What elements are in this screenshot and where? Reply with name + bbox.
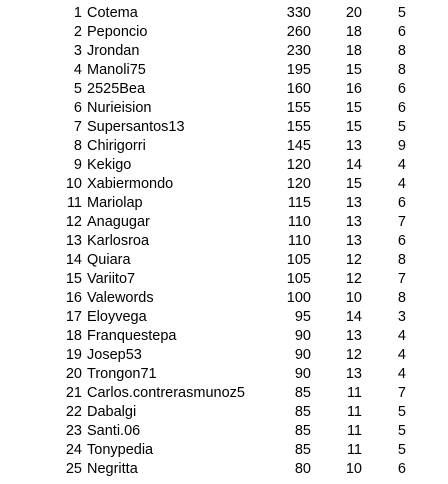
player-stat-b: 5	[397, 442, 406, 458]
player-name: Supersantos13	[87, 119, 185, 135]
ranking-row	[0, 327, 448, 346]
player-name: Valewords	[87, 290, 154, 306]
player-name: Tonypedia	[87, 442, 154, 458]
rank-position: 17	[65, 309, 82, 325]
player-name: Cotema	[87, 5, 138, 21]
player-stat-a: 20	[345, 5, 362, 21]
player-stat-a: 13	[345, 233, 362, 249]
rank-position: 6	[73, 100, 82, 116]
player-stat-b: 6	[397, 100, 406, 116]
ranking-row	[0, 384, 448, 403]
player-stat-b: 4	[397, 347, 406, 363]
player-points: 110	[287, 214, 311, 230]
player-stat-b: 6	[397, 81, 406, 97]
ranking-row	[0, 251, 448, 270]
player-points: 120	[286, 176, 311, 192]
player-points: 230	[286, 43, 311, 59]
rank-position: 7	[73, 119, 82, 135]
player-points: 110	[287, 233, 311, 249]
player-stat-a: 13	[345, 366, 362, 382]
player-points: 100	[286, 290, 311, 306]
player-stat-a: 13	[345, 195, 362, 211]
ranking-row	[0, 232, 448, 251]
player-points: 85	[294, 423, 311, 439]
player-stat-b: 7	[397, 385, 406, 401]
player-points: 195	[286, 62, 311, 78]
player-stat-b: 4	[397, 176, 406, 192]
player-stat-b: 4	[397, 328, 406, 344]
ranking-table	[0, 4, 448, 479]
player-stat-b: 8	[397, 252, 406, 268]
player-points: 155	[286, 100, 311, 116]
rank-position: 8	[73, 138, 82, 154]
ranking-row	[0, 365, 448, 384]
player-stat-a: 13	[345, 214, 362, 230]
player-name: Jrondan	[87, 43, 140, 59]
player-stat-b: 5	[397, 404, 406, 420]
rank-position: 1	[73, 5, 82, 21]
ranking-row	[0, 289, 448, 308]
player-stat-b: 4	[397, 157, 406, 173]
player-stat-a: 14	[345, 157, 362, 173]
player-stat-b: 6	[397, 195, 406, 211]
rank-position: 16	[65, 290, 82, 306]
player-stat-a: 11	[346, 385, 362, 401]
ranking-row	[0, 42, 448, 61]
player-stat-a: 13	[345, 138, 362, 154]
player-name: Carlos.contrerasmunoz5	[87, 385, 245, 401]
player-name: Variito7	[87, 271, 136, 287]
rank-position: 10	[65, 176, 82, 192]
player-stat-a: 18	[345, 43, 362, 59]
ranking-row	[0, 460, 448, 479]
player-stat-a: 11	[346, 404, 362, 420]
player-points: 80	[294, 461, 311, 477]
ranking-row	[0, 403, 448, 422]
player-stat-b: 5	[397, 423, 406, 439]
player-stat-b: 5	[397, 119, 406, 135]
player-name: Anagugar	[87, 214, 150, 230]
player-stat-a: 14	[345, 309, 362, 325]
ranking-row	[0, 61, 448, 80]
ranking-row	[0, 99, 448, 118]
player-stat-b: 6	[397, 461, 406, 477]
player-points: 115	[287, 195, 311, 211]
player-name: Kekigo	[87, 157, 132, 173]
player-points: 145	[286, 138, 311, 154]
rank-position: 11	[66, 195, 82, 211]
ranking-row	[0, 441, 448, 460]
player-stat-a: 16	[345, 81, 362, 97]
player-name: Chirigorri	[87, 138, 146, 154]
player-stat-b: 6	[397, 24, 406, 40]
rank-position: 12	[65, 214, 82, 230]
rank-position: 5	[73, 81, 82, 97]
ranking-row	[0, 213, 448, 232]
player-stat-a: 12	[345, 347, 362, 363]
ranking-row	[0, 156, 448, 175]
player-stat-a: 10	[345, 290, 362, 306]
ranking-row	[0, 23, 448, 42]
player-stat-a: 13	[345, 328, 362, 344]
player-points: 90	[294, 347, 311, 363]
player-stat-b: 4	[397, 366, 406, 382]
player-points: 160	[286, 81, 311, 97]
player-name: Xabiermondo	[87, 176, 174, 192]
ranking-row	[0, 4, 448, 23]
rank-position: 4	[73, 62, 82, 78]
player-stat-b: 5	[397, 5, 406, 21]
player-stat-a: 15	[345, 119, 362, 135]
rank-position: 21	[65, 385, 82, 401]
player-name: Negritta	[87, 461, 138, 477]
rank-position: 19	[65, 347, 82, 363]
player-name: Manoli75	[87, 62, 146, 78]
player-stat-b: 7	[397, 271, 406, 287]
player-name: Karlosroa	[87, 233, 150, 249]
player-name: Mariolap	[87, 195, 143, 211]
ranking-row	[0, 137, 448, 156]
player-stat-b: 8	[397, 62, 406, 78]
player-stat-b: 6	[397, 233, 406, 249]
rank-position: 2	[73, 24, 82, 40]
player-stat-a: 18	[345, 24, 362, 40]
rank-position: 23	[65, 423, 82, 439]
player-points: 90	[294, 366, 311, 382]
player-points: 330	[286, 5, 311, 21]
ranking-row	[0, 270, 448, 289]
player-name: Dabalgi	[87, 404, 137, 420]
player-points: 120	[286, 157, 311, 173]
player-points: 105	[286, 271, 311, 287]
player-stat-b: 8	[397, 43, 406, 59]
player-stat-a: 15	[345, 62, 362, 78]
ranking-row	[0, 118, 448, 137]
player-stat-b: 9	[397, 138, 406, 154]
rank-position: 18	[65, 328, 82, 344]
rank-position: 13	[65, 233, 82, 249]
player-points: 95	[294, 309, 311, 325]
rank-position: 25	[65, 461, 82, 477]
player-stat-b: 7	[397, 214, 406, 230]
player-points: 90	[294, 328, 311, 344]
player-stat-a: 12	[345, 252, 362, 268]
rank-position: 15	[65, 271, 82, 287]
player-stat-b: 3	[397, 309, 406, 325]
player-name: Eloyvega	[87, 309, 147, 325]
rank-position: 22	[65, 404, 82, 420]
ranking-row	[0, 308, 448, 327]
player-stat-a: 12	[345, 271, 362, 287]
rank-position: 20	[65, 366, 82, 382]
player-points: 85	[294, 385, 311, 401]
player-name: 2525Bea	[87, 81, 146, 97]
player-name: Josep53	[87, 347, 142, 363]
rank-position: 9	[73, 157, 82, 173]
player-points: 105	[286, 252, 311, 268]
player-stat-a: 11	[346, 423, 362, 439]
player-stat-b: 8	[397, 290, 406, 306]
player-stat-a: 15	[345, 176, 362, 192]
player-name: Nurieision	[87, 100, 152, 116]
player-points: 155	[286, 119, 311, 135]
player-stat-a: 15	[345, 100, 362, 116]
rank-position: 3	[73, 43, 82, 59]
player-name: Peponcio	[87, 24, 148, 40]
ranking-row	[0, 194, 448, 213]
player-name: Franquestepa	[87, 328, 177, 344]
player-name: Santi.06	[87, 423, 141, 439]
player-name: Quiara	[87, 252, 131, 268]
player-points: 260	[286, 24, 311, 40]
player-points: 85	[294, 442, 311, 458]
ranking-row	[0, 422, 448, 441]
player-name: Trongon71	[87, 366, 157, 382]
rank-position: 24	[65, 442, 82, 458]
player-stat-a: 10	[345, 461, 362, 477]
ranking-row	[0, 80, 448, 99]
rank-position: 14	[65, 252, 82, 268]
ranking-row	[0, 175, 448, 194]
ranking-row	[0, 346, 448, 365]
player-points: 85	[294, 404, 311, 420]
player-stat-a: 11	[346, 442, 362, 458]
